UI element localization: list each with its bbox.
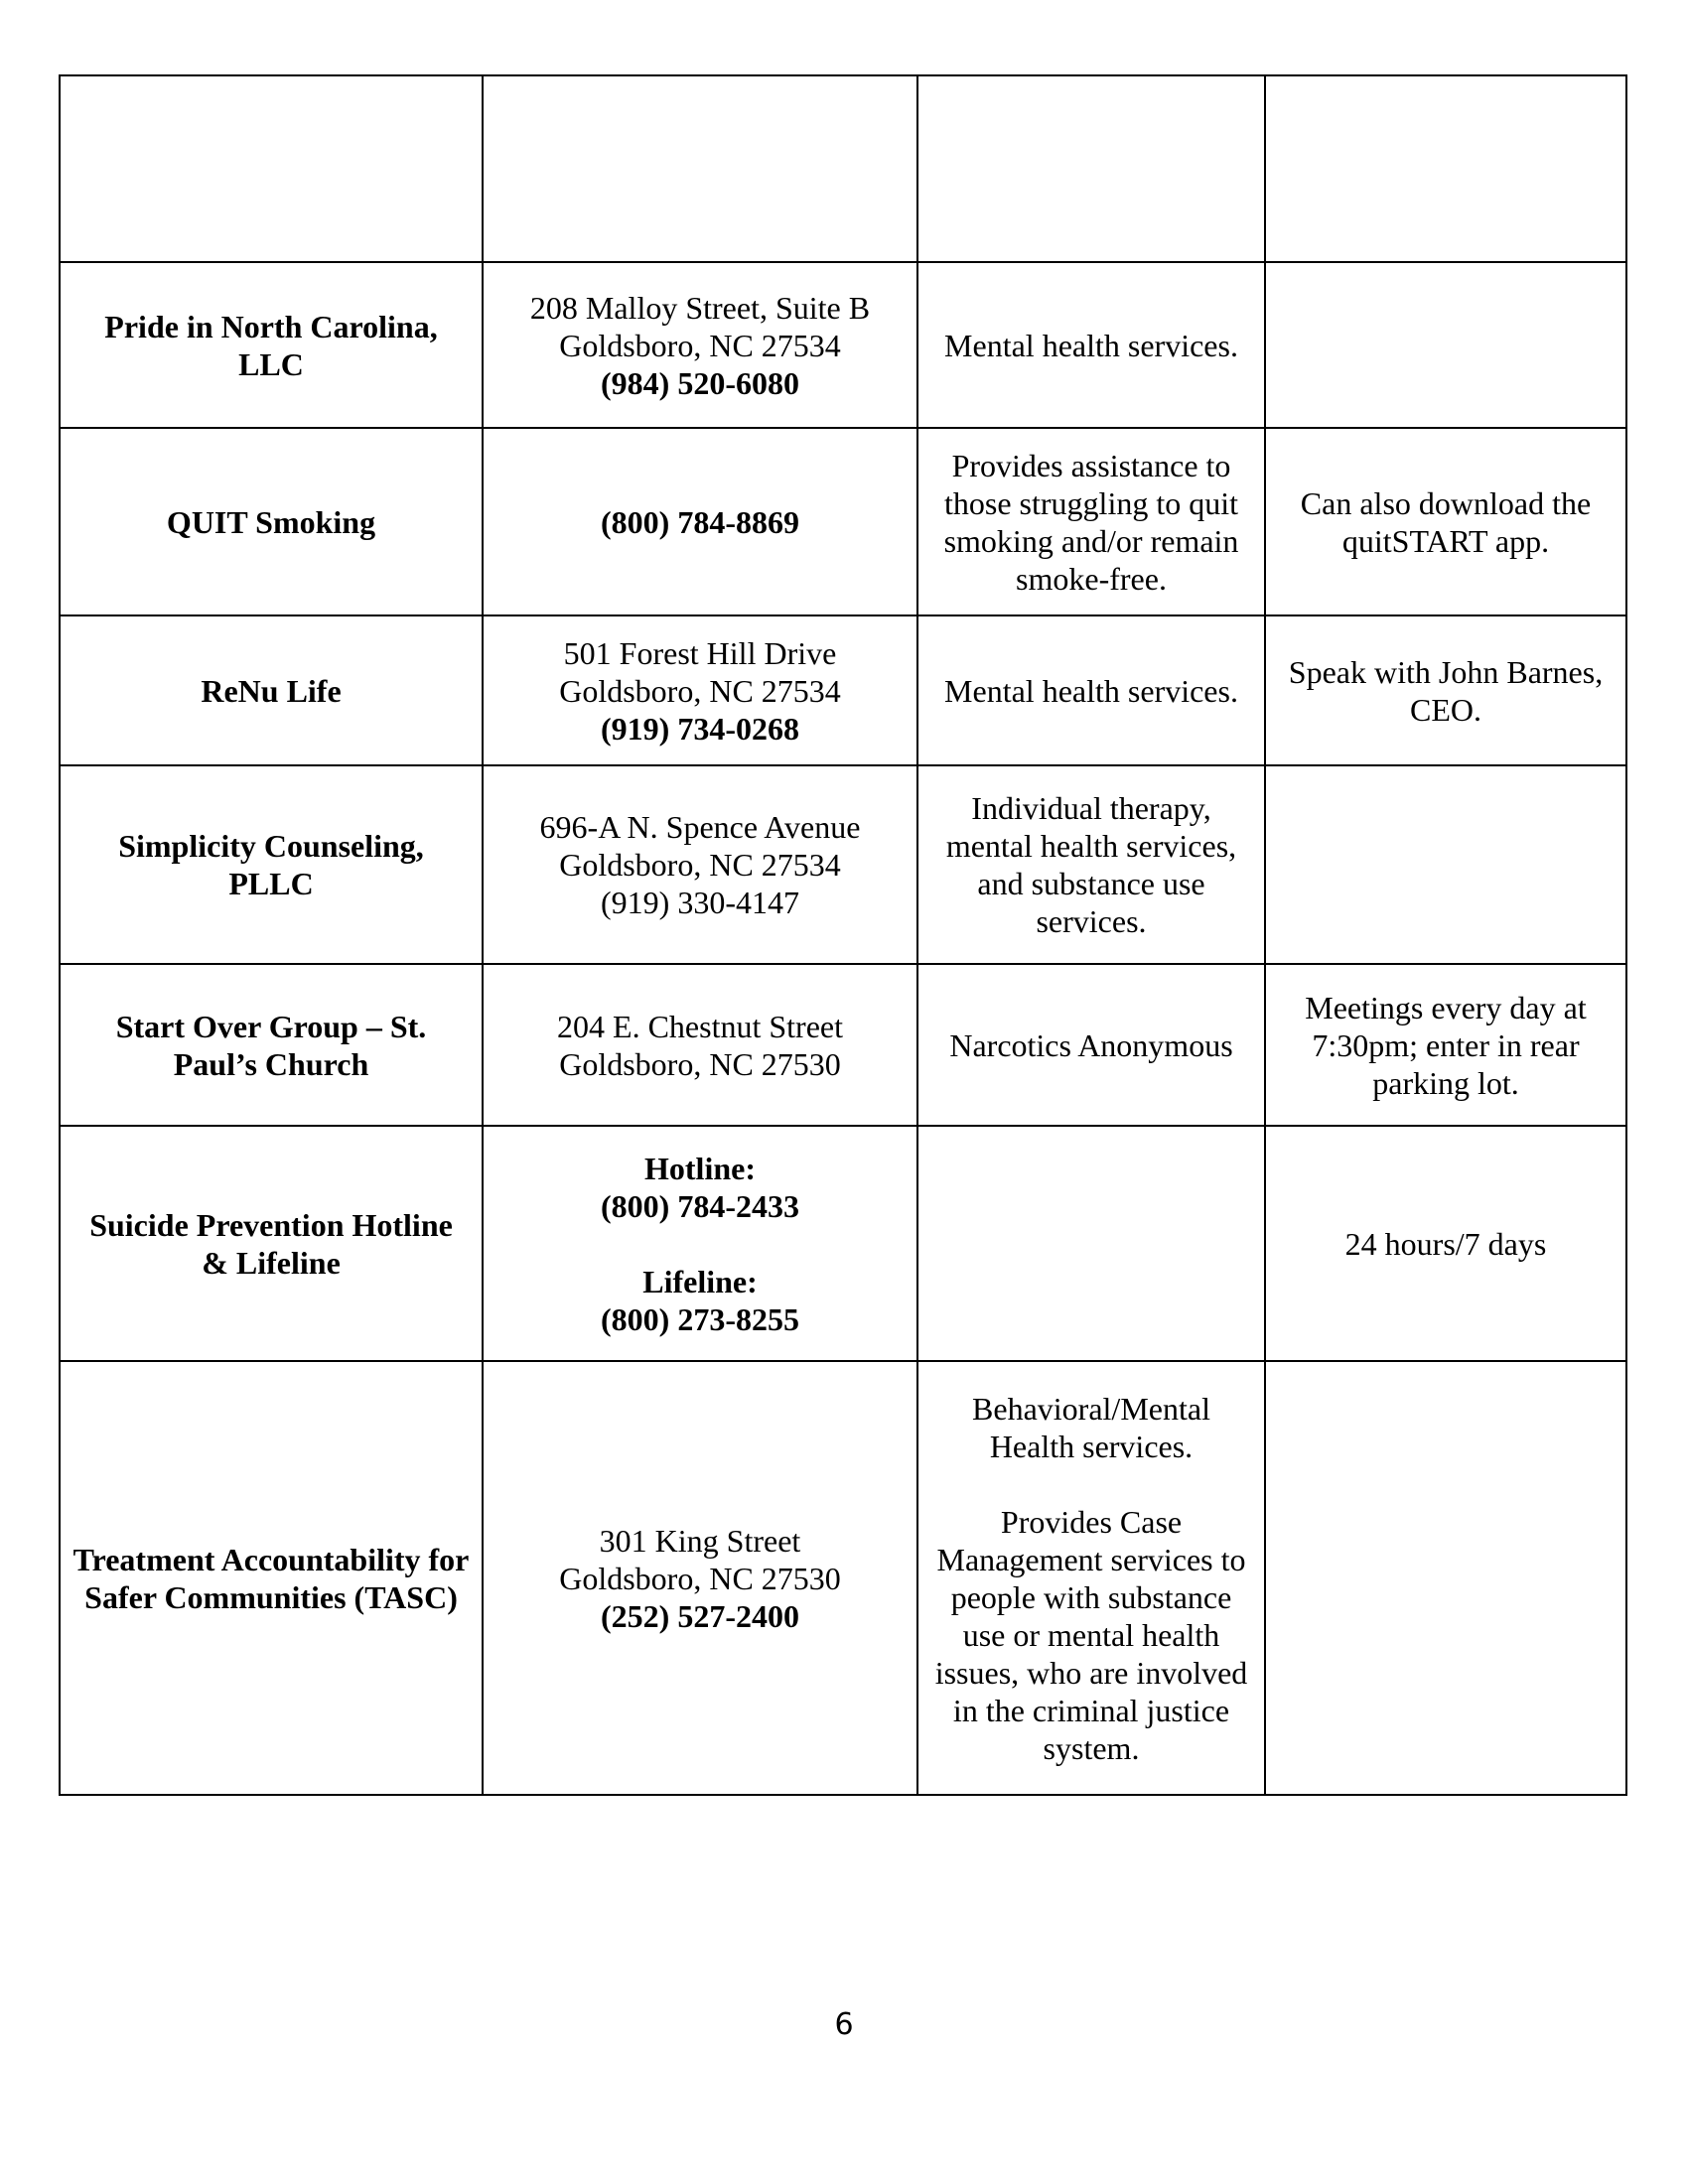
resource-name: Pride in North Carolina, LLC [104,308,438,382]
resource-name-cell [60,262,483,428]
notes-text: Meetings every day at 7:30pm; enter in rear parking lot. [1305,989,1587,1101]
resource-services-cell [917,75,1265,262]
resource-notes-cell [1265,75,1626,262]
resource-name-cell [60,1361,483,1795]
services-text: Mental health services. [944,672,1238,709]
table-row [60,765,1626,964]
resource-name-cell [60,1126,483,1361]
resource-services-cell [917,262,1265,428]
hotline-phone-number: (800) 784-2433 [601,1187,799,1224]
resource-name-cell [60,615,483,765]
table-row [60,1361,1626,1795]
resource-name-cell [60,428,483,615]
resource-notes-cell [1265,1126,1626,1361]
resource-name-cell [60,964,483,1126]
spacer [930,1465,1252,1503]
address-line: 696-A N. Spence Avenue [539,809,861,845]
resource-services-cell [917,964,1265,1126]
resource-contact-cell [483,615,917,765]
resource-notes-cell [1265,428,1626,615]
resource-services-cell [917,1361,1265,1795]
spacer [495,1225,905,1263]
resource-notes-cell [1265,615,1626,765]
phone-number: (984) 520-6080 [601,364,799,401]
resource-name: QUIT Smoking [166,503,376,540]
resource-name: Suicide Prevention Hotline & Lifeline [89,1206,453,1281]
city-line: Goldsboro, NC 27530 [559,1560,841,1596]
page-number: 6 [834,2007,854,2042]
address-line: 501 Forest Hill Drive [563,634,837,671]
services-text: Provides assistance to those struggling to quit smoking and/or remain smoke-free. [943,447,1239,597]
services-text: Behavioral/Mental Health services. [972,1390,1210,1464]
city-line: Goldsboro, NC 27534 [559,327,841,363]
resource-notes-cell [1265,964,1626,1126]
resource-contact-cell [483,964,917,1126]
resource-contact-cell [483,1361,917,1795]
services-text: Provides Case Management services to people with substance use or mental health issues, who are involved in the criminal justice system. [934,1503,1248,1766]
resource-notes-cell [1265,1361,1626,1795]
address-line: 301 King Street [599,1522,801,1559]
resource-contact-cell [483,75,917,262]
phone-number: (919) 734-0268 [601,710,799,747]
resource-contact-cell [483,428,917,615]
resource-services-cell [917,1126,1265,1361]
phone-number: (919) 330-4147 [601,885,799,920]
address-line: 208 Malloy Street, Suite B [529,289,871,326]
resource-notes-cell [1265,765,1626,964]
resource-name: Treatment Accountability for Safer Communities (TASC) [72,1541,470,1615]
resource-contact-cell [483,1126,917,1361]
address-line: 204 E. Chestnut Street [557,1008,843,1044]
services-text: Individual therapy, mental health services, and substance use services. [945,790,1237,939]
resource-contact-cell [483,262,917,428]
resource-name: Simplicity Counseling, PLLC [118,828,424,901]
resource-name: ReNu Life [201,672,342,709]
resource-services-cell [917,428,1265,615]
services-text: Narcotics Anonymous [949,1026,1233,1063]
table-row [60,262,1626,428]
resource-name: Start Over Group – St. Paul’s Church [115,1008,427,1082]
table-row [60,1126,1626,1361]
table-row [60,428,1626,615]
resource-name-cell [60,765,483,964]
notes-text: Speak with John Barnes, CEO. [1288,653,1604,728]
resource-services-cell [917,615,1265,765]
table-row [60,75,1626,262]
phone-number: (252) 527-2400 [601,1597,799,1634]
resource-notes-cell [1265,262,1626,428]
city-line: Goldsboro, NC 27534 [559,672,841,709]
lifeline-phone-number: (800) 273-8255 [601,1300,799,1337]
lifeline-label: Lifeline: [642,1263,758,1299]
resource-contact-cell [483,765,917,964]
table-row [60,964,1626,1126]
resource-services-cell [917,765,1265,964]
notes-text: Can also download the quitSTART app. [1300,484,1592,559]
hotline-label: Hotline: [644,1150,756,1186]
city-line: Goldsboro, NC 27530 [559,1045,841,1082]
resource-table [59,74,1627,1796]
city-line: Goldsboro, NC 27534 [559,847,841,883]
notes-text: 24 hours/7 days [1344,1225,1547,1262]
resource-name-cell [60,75,483,262]
table-row [60,615,1626,765]
services-text: Mental health services. [944,327,1238,363]
phone-number: (800) 784-8869 [601,503,799,540]
